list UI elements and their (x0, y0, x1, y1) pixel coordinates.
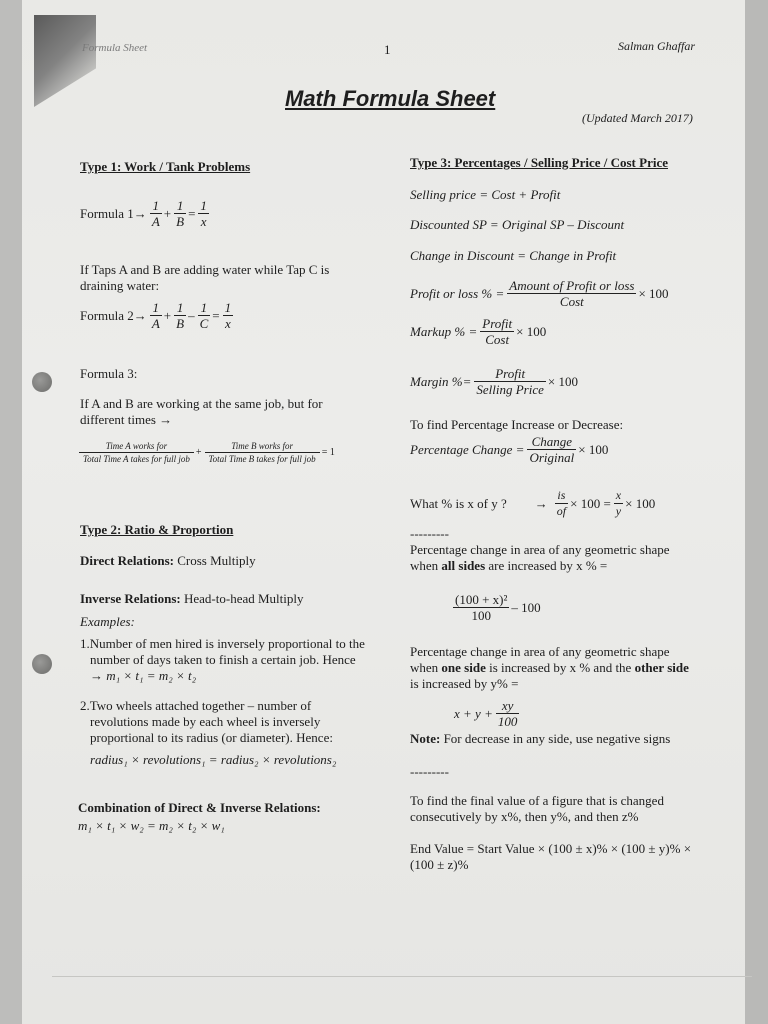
times-100: × 100 (638, 285, 669, 301)
logo-image (34, 15, 96, 107)
negative-signs-note (410, 731, 670, 747)
profit-loss-den: Cost (559, 294, 584, 309)
percentage-change-label: Percentage Change = (410, 441, 525, 457)
direct-relations-label: Direct Relations: (80, 553, 174, 568)
times-100: × 100 (516, 323, 547, 339)
formula-1: Formula 1→ $\frac{1}{A}$ + $\frac{1}{B}$ = $\frac{1}{x}$ (80, 198, 207, 229)
example-1-line-2: number of days taken to finish a certain job. Hence (90, 652, 356, 667)
scan-right-edge (745, 0, 768, 1024)
wp-den-1: of (556, 504, 567, 518)
f3-result: = 1 (321, 447, 335, 458)
xy-den: 100 (497, 714, 518, 729)
f3-b-num: Time B works for (205, 440, 320, 453)
area-one-mid: is increased by x % and the (489, 660, 632, 675)
formula-sheet-page (22, 0, 745, 1024)
margin-formula (410, 366, 580, 397)
punch-hole-icon (32, 372, 52, 392)
end-value-line-2: (100 ± z)% (410, 857, 469, 872)
formula-3-note: If A and B are working at the same job, but for (80, 396, 323, 411)
taps-note: If Taps A and B are adding water while Tap C is (80, 262, 330, 277)
example-1-formula: → m₁ × t₁ = m₂ × t₂ (90, 668, 197, 683)
percentage-intro: To find Percentage Increase or Decrease: (410, 417, 624, 432)
formula-1-label: Formula 1→ (80, 205, 147, 221)
area-num: (100 + x)² (455, 592, 508, 607)
updated-date: (Updated March 2017) (582, 111, 693, 125)
change-in-discount-formula: Change in Discount = Change in Profit (410, 248, 617, 263)
markup-den: Cost (485, 332, 510, 347)
what-percent-label: What % is x of y ? (410, 495, 507, 511)
wp-mid: × 100 = (570, 495, 611, 511)
page-number: 1 (384, 42, 391, 57)
times-100: × 100 (625, 495, 656, 511)
area-den: 100 (471, 608, 491, 623)
what-percent-formula (410, 488, 657, 519)
area-one-bold-1: one side (441, 660, 486, 675)
xy-pre: x + y + (454, 705, 493, 721)
formula-3-label: Formula 3: (80, 366, 138, 381)
area-all-bold: all sides (441, 558, 486, 573)
formula-2: Formula 2→ $\frac{1}{A}$ + $\frac{1}{B}$ – $\frac{1}{C}$ = $\frac{1}{x}$ (80, 300, 232, 331)
example-2-line-3: proportional to its radius (or diameter). Hence: (90, 730, 333, 745)
markup-num: Profit (482, 316, 513, 331)
margin-num: Profit (474, 366, 546, 382)
percentage-change-formula (410, 434, 610, 465)
examples-label: Examples: (80, 614, 135, 629)
formula-3-note-2: different times → (80, 412, 173, 427)
type1-heading: Type 1: Work / Tank Problems (80, 159, 251, 174)
area-all-sides-line-1: Percentage change in area of any geometric shape (410, 542, 670, 557)
combination-heading: Combination of Direct & Inverse Relations: (78, 800, 321, 815)
logo-text: Formula Sheet (82, 42, 148, 54)
example-1-line-1: 1.Number of men hired is inversely proportional to the (80, 636, 365, 651)
percentage-change-num: Change (527, 434, 576, 450)
xy-formula (454, 698, 521, 729)
markup-formula (410, 316, 548, 347)
area-one-side-line-2 (410, 660, 689, 676)
markup-label: Markup % = (410, 323, 478, 339)
inverse-relations (80, 591, 304, 607)
type3-heading: Type 3: Percentages / Selling Price / Cost Price (410, 155, 669, 170)
f3-a-den: Total Time A takes for full job (83, 454, 190, 464)
bottom-rule (52, 976, 752, 977)
example-2-line-2: revolutions made by each wheel is inversely (90, 714, 321, 729)
inverse-relations-label: Inverse Relations: (80, 591, 181, 606)
note-label: Note: (410, 731, 441, 746)
profit-loss-num: Amount of Profit or loss (509, 278, 635, 293)
final-value-line-2: consecutively by x%, then y%, and then z% (410, 809, 639, 824)
wp-num-2: x (615, 488, 622, 502)
f3-a-num: Time A works for (79, 440, 194, 453)
page-title: Math Formula Sheet (285, 86, 496, 111)
taps-note-2: draining water: (80, 278, 160, 293)
combination-formula: m₁ × t₁ × w₂ = m₂ × t₂ × w₁ (78, 818, 225, 833)
profit-loss-formula (410, 278, 671, 309)
wp-num-1: is (555, 488, 568, 504)
area-one-side-line-3: is increased by y% = (410, 676, 519, 691)
end-value-line-1: End Value = Start Value × (100 ± x)% × (100 ± y)% × (410, 841, 692, 856)
direct-relations (80, 553, 256, 569)
f3-b-den: Total Time B takes for full job (208, 454, 316, 464)
xy-num: xy (496, 698, 520, 714)
arrow-right-icon: → (534, 495, 548, 511)
margin-label: Margin %= (410, 373, 472, 389)
selling-price-formula: Selling price = Cost + Profit (410, 187, 561, 202)
area-tail: – 100 (511, 599, 541, 615)
discounted-sp-formula: Discounted SP = Original SP – Discount (410, 217, 625, 232)
times-100: × 100 (578, 441, 609, 457)
example-2-line-1: 2.Two wheels attached together – number of (80, 698, 312, 713)
area-one-pre: when (410, 660, 439, 675)
formula-2-label: Formula 2→ (80, 307, 147, 323)
type2-heading: Type 2: Ratio & Proportion (80, 522, 234, 537)
final-value-line-1: To find the final value of a figure that is changed (410, 793, 664, 808)
example-2-formula: radius₁ × revolutions₁ = radius₂ × revolutions₂ (90, 752, 337, 767)
author-name: Salman Ghaffar (618, 39, 696, 53)
area-one-bold-2: other side (634, 660, 689, 675)
inverse-relations-text: Head-to-head Multiply (184, 591, 304, 606)
percentage-change-den: Original (529, 450, 575, 465)
punch-hole-icon (32, 654, 52, 674)
area-all-pre: when (410, 558, 439, 573)
times-100: × 100 (547, 373, 578, 389)
note-text: For decrease in any side, use negative signs (443, 731, 671, 746)
formula-3: $\frac{\text{Time A works for}}{\text{Total Time A takes for full job}}$ + $\frac{\text{Time B works for}}{\text{Total Time B takes for full job}}$ = 1 (78, 440, 337, 465)
profit-loss-label: Profit or loss % = (410, 285, 505, 301)
margin-den: Selling Price (476, 382, 544, 397)
divider-dashes: --------- (410, 526, 449, 541)
wp-den-2: y (615, 504, 622, 518)
area-all-sides-line-2 (410, 558, 607, 574)
area-all-post: are increased by x % = (488, 558, 608, 573)
area-one-side-line-1: Percentage change in area of any geometric shape (410, 644, 670, 659)
scan-left-edge (0, 0, 22, 1024)
divider-dashes-2: --------- (410, 764, 449, 779)
area-all-sides-formula (452, 592, 543, 623)
direct-relations-text: Cross Multiply (177, 553, 256, 568)
